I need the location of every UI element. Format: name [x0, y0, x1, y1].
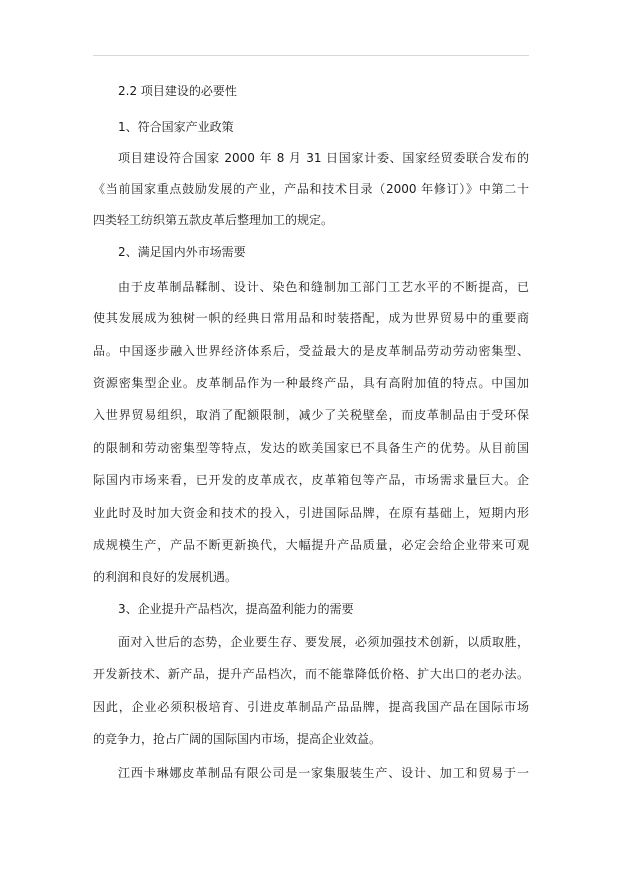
item3-title: 3、企业提升产品档次，提高盈利能力的需要	[118, 602, 354, 616]
item3-line-4: 的竞争力，抢占广阔的国际国内市场，提高企业效益。	[93, 732, 382, 746]
item2-line-3: 品。中国逐步融入世界经济体系后，受益最大的是皮革制品劳动劳动密集型、	[93, 344, 529, 358]
item1-line-2: 《当前国家重点鼓励发展的产业，产品和技术目录（2000 年修订）》中第二十	[93, 182, 529, 196]
item2-line-6: 的限制和劳动密集型等特点，发达的欧美国家已不具备生产的优势。从目前国	[93, 441, 529, 455]
item1-line-3: 四类轻工纺织第五款皮革后整理加工的规定。	[93, 213, 334, 227]
section-heading: 2.2 项目建设的必要性	[118, 84, 237, 98]
item2-line-1: 由于皮革制品鞣制、设计、染色和缝制加工部门工艺水平的不断提高，已	[118, 280, 529, 294]
item1-title: 1、符合国家产业政策	[118, 120, 234, 134]
item2-title: 2、满足国内外市场需要	[118, 245, 246, 259]
item3-line-2: 开发新技术、新产品，提升产品档次，而不能靠降低价格、扩大出口的老办法。	[93, 667, 529, 681]
item2-line-4: 资源密集型企业。皮革制品作为一种最终产品，具有高附加值的特点。中国加	[93, 376, 529, 390]
item3-line-3: 因此，企业必须积极培育、引进皮革制品产品品牌，提高我国产品在国际市场	[93, 700, 529, 714]
header-rule	[93, 55, 529, 56]
item2-line-7: 际国内市场来看，已开发的皮革成衣，皮革箱包等产品，市场需求量巨大。企	[93, 473, 529, 487]
item1-line-1: 项目建设符合国家 2000 年 8 月 31 日国家计委、国家经贸委联合发布的	[118, 151, 529, 165]
item2-line-10: 的利润和良好的发展机遇。	[93, 570, 238, 584]
item3-line-1: 面对入世后的态势，企业要生存、要发展，必须加强技术创新，以质取胜，	[118, 635, 529, 649]
item2-line-5: 入世界贸易组织，取消了配额限制，减少了关税壁垒，而皮革制品由于受环保	[93, 408, 529, 422]
closing-line: 江西卡琳娜皮革制品有限公司是一家集服装生产、设计、加工和贸易于一	[118, 766, 529, 780]
item2-line-2: 使其发展成为独树一帜的经典日常用品和时装搭配，成为世界贸易中的重要商	[93, 311, 529, 325]
item2-line-8: 业此时及时加大资金和技术的投入，引进国际品牌，在原有基础上，短期内形	[93, 506, 529, 520]
item2-line-9: 成规模生产，产品不断更新换代，大幅提升产品质量，必定会给企业带来可观	[93, 538, 529, 552]
